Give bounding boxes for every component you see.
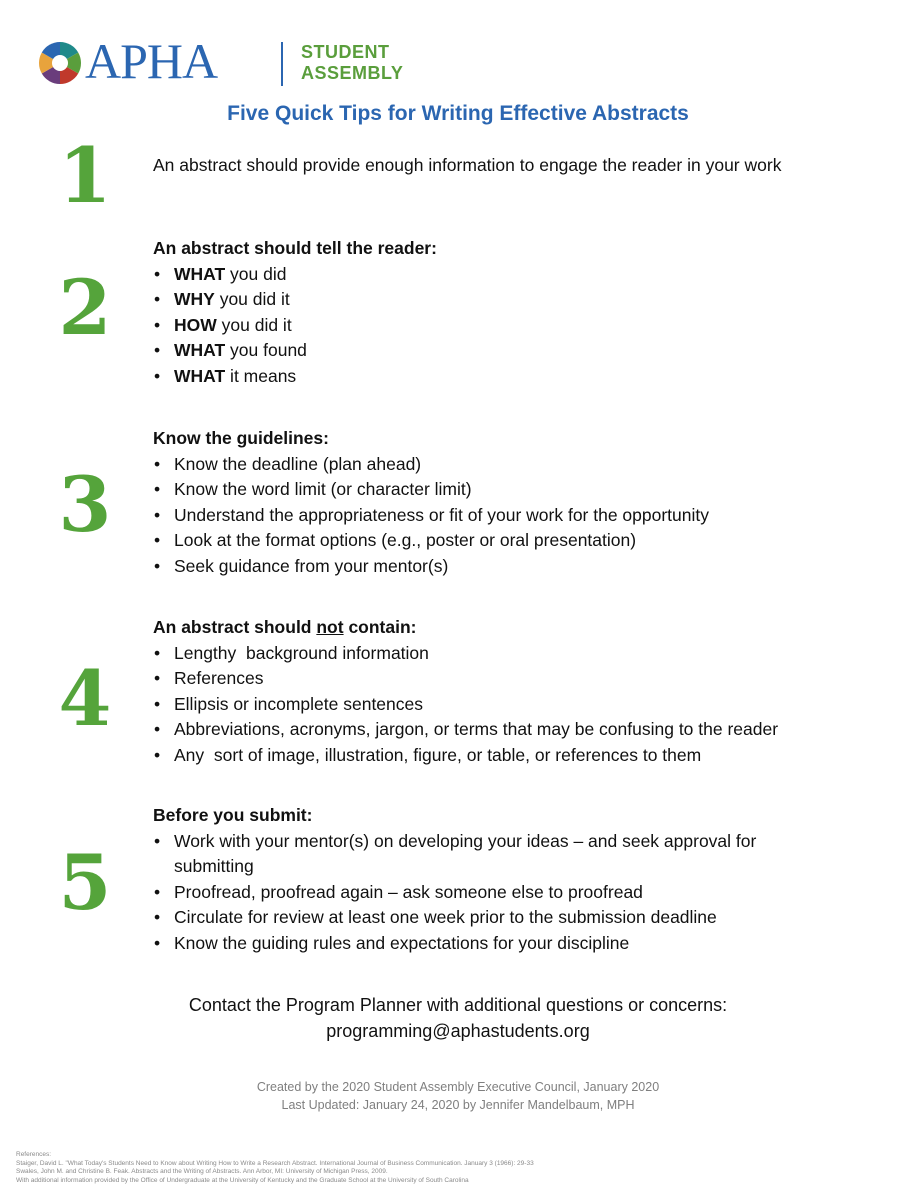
list-item: • Ellipsis or incomplete sentences — [153, 692, 778, 718]
tip-number-1: 1 — [58, 131, 112, 220]
tip-4-heading-post: contain: — [343, 617, 417, 637]
tip-4-heading-pre: An abstract should — [153, 617, 317, 637]
bullet-text: it means — [225, 365, 297, 386]
list-item: • Work with your mentor(s) on developing your ideas – and seek approval for submitting — [153, 829, 833, 880]
list-item: • Know the guiding rules and expectations for your discipline — [153, 931, 833, 957]
logo-subtitle-line2: ASSEMBLY — [301, 63, 404, 83]
tip-3-list — [153, 452, 709, 580]
credits-updated: Last Updated: January 24, 2020 by Jennifer Mandelbaum, MPH — [281, 1097, 635, 1112]
tip-5-block — [153, 803, 833, 956]
tip-5-heading: Before you submit: — [153, 805, 313, 825]
tip-4-heading-underlined: not — [316, 617, 344, 637]
list-item: • Abbreviations, acronyms, jargon, or terms that may be confusing to the reader — [153, 717, 778, 743]
list-item: • Any sort of image, illustration, figure, or table, or references to them — [153, 743, 778, 769]
tip-number-2: 2 — [58, 263, 112, 352]
reference-2: Swales, John M. and Christine B. Feak. Abstracts and the Writing of Abstracts. Ann Arbor, MI: University of Michigan Press, 2009. — [16, 1168, 388, 1176]
apha-logo — [38, 33, 404, 89]
tip-number-3: 3 — [58, 460, 112, 549]
list-item — [153, 262, 437, 288]
contact-block — [0, 992, 916, 1044]
references-label: References: — [16, 1151, 52, 1158]
bullet-text: you did it — [216, 314, 292, 335]
list-item — [153, 364, 437, 390]
tip-2-heading: An abstract should tell the reader: — [153, 238, 437, 258]
list-item: • Know the word limit (or character limit) — [153, 477, 709, 503]
bullet-bold: HOW — [174, 314, 217, 335]
credits-created: Created by the 2020 Student Assembly Executive Council, January 2020 — [256, 1080, 660, 1094]
tip-2-list — [153, 262, 437, 390]
list-item — [153, 313, 437, 339]
bullet-bold: WHY — [174, 289, 215, 309]
tip-number-5: 5 — [58, 838, 112, 927]
credits — [0, 1079, 916, 1114]
tip-number-4: 4 — [58, 654, 112, 743]
list-item: • References — [153, 666, 778, 692]
list-item: • Look at the format options (e.g., poster or oral presentation) — [153, 528, 709, 554]
references — [16, 1151, 896, 1185]
apha-logo-mark-icon — [38, 41, 82, 85]
logo-subtitle-line1: STUDENT — [301, 42, 390, 62]
reference-3: With additional information provided by the Office of Undergraduate at the University of Kentucky and the Graduate School at the University of South Carolina — [16, 1176, 469, 1184]
list-item: • Circulate for review at least one week prior to the submission deadline — [153, 905, 833, 931]
list-item: • Proofread, proofread again – ask someone else to proofread — [153, 880, 833, 906]
bullet-text: you found — [225, 340, 307, 360]
tip-1-text: An abstract should provide enough information to engage the reader in your work — [153, 155, 782, 175]
list-item: • Understand the appropriateness or fit of your work for the opportunity — [153, 503, 709, 529]
logo-apha-text: APHA — [85, 33, 218, 89]
tip-2-block — [153, 236, 437, 389]
reference-1: Staiger, David L. "What Today's Students Need to Know about Writing How to Write a Research Abstract. International Journal of Business Communication. January 3 (1966): 29-33 — [16, 1159, 534, 1167]
page-title: Five Quick Tips for Writing Effective Abstracts — [227, 102, 689, 125]
list-item: • Lengthy background information — [153, 641, 778, 667]
logo-student-assembly — [301, 42, 403, 84]
tip-4-heading — [153, 615, 778, 641]
list-item — [153, 338, 437, 364]
tip-3-heading: Know the guidelines: — [153, 428, 329, 448]
tip-5-list — [153, 829, 833, 957]
logo-divider — [281, 42, 283, 86]
tip-3-block — [153, 426, 709, 579]
bullet-bold: WHAT — [174, 365, 226, 386]
list-item — [153, 287, 437, 313]
list-item: • Know the deadline (plan ahead) — [153, 452, 709, 478]
bullet-text: you did — [225, 263, 287, 284]
tip-4-block — [153, 615, 778, 768]
list-item: • Seek guidance from your mentor(s) — [153, 554, 709, 580]
contact-email[interactable]: programming@aphastudents.org — [326, 1021, 590, 1041]
bullet-bold: WHAT — [174, 263, 226, 284]
bullet-bold: WHAT — [174, 340, 226, 360]
bullet-text: you did it — [214, 289, 290, 309]
tip-4-list — [153, 641, 778, 769]
contact-text: Contact the Program Planner with additional questions or concerns: — [188, 995, 728, 1015]
